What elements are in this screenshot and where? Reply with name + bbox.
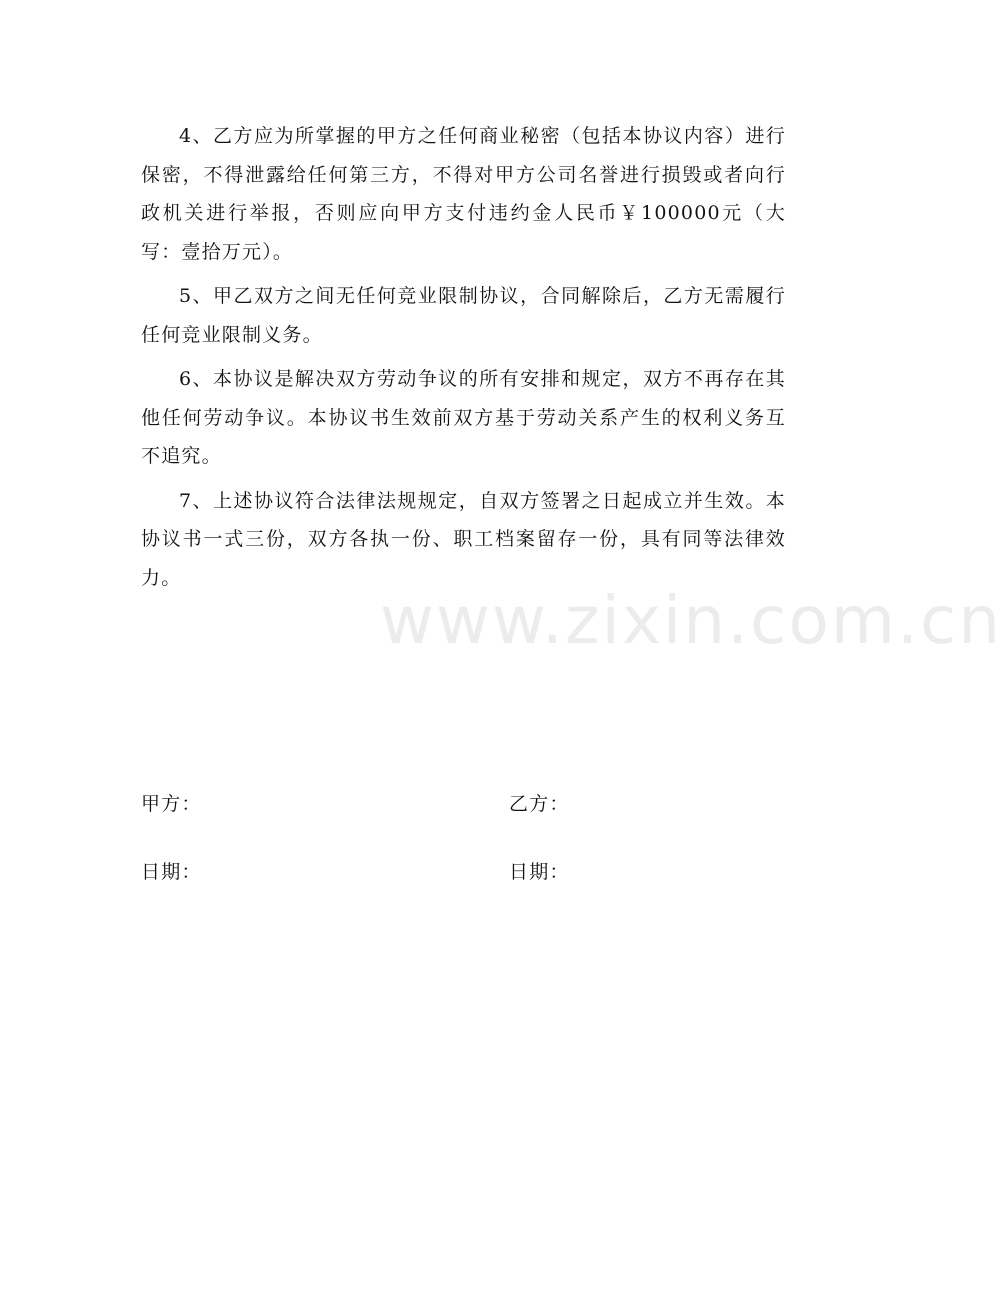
- clause-5-paragraph: 5、甲乙双方之间无任何竞业限制协议，合同解除后，乙方无需履行任何竞业限制义务。: [141, 285, 786, 346]
- agreement-body: [141, 117, 786, 603]
- watermark: www.zixin.com.cn: [380, 582, 1002, 659]
- party-a-label: 甲方：: [141, 793, 202, 815]
- clause-4-paragraph: 4、乙方应为所掌握的甲方之任何商业秘密（包括本协议内容）进行保密，不得泄露给任何第三方，不得对甲方公司名誉进行损毁或者向行政机关进行举报，否则应向甲方支付违约金人民币￥100000元（大写：壹拾万元）。: [141, 125, 786, 263]
- clause-7-paragraph: 7、上述协议符合法律法规规定，自双方签署之日起成立并生效。本协议书一式三份，双方各执一份、职工档案留存一份，具有同等法律效力。: [141, 489, 786, 589]
- party-b-label: 乙方：: [509, 793, 570, 815]
- date-a-label: 日期：: [141, 861, 202, 883]
- clause-6-paragraph: 6、本协议是解决双方劳动争议的所有安排和规定，双方不再存在其他任何劳动争议。本协议书生效前双方基于劳动关系产生的权利义务互不追究。: [141, 368, 786, 467]
- date-b-label: 日期：: [509, 861, 570, 883]
